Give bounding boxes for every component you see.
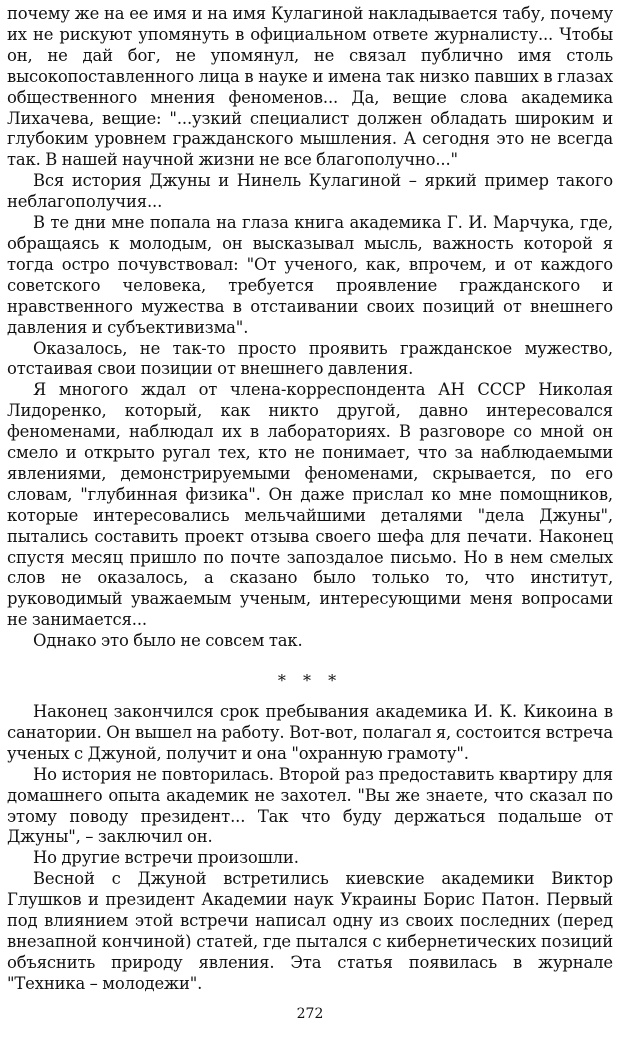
paragraph: Но история не повторилась. Второй раз предоставить квартиру для домашнего опыта академик не захотел. "Вы же знаете, что сказал по этому поводу президент... Так что буду держаться подальше от Джуны", – заключил он. [7,764,613,847]
text-section-1 [7,4,613,652]
text-section-2 [7,702,613,995]
section-separator: * * * [277,671,343,690]
paragraph: В те дни мне попала на глаза книга академика Г. И. Марчука, где, обращаясь к молодым, он высказывал мысль, важность которой я тогда остро почувствовал: "От ученого, как, впрочем, и от каждого советского человека, требуется проявление гражданского и нравственного мужества в отстаивании своих позиций от внешнего давления и субъективизма". [7,213,613,337]
page-number: 272 [296,1006,324,1022]
paragraph: Вся история Джуны и Нинель Кулагиной – яркий пример такого неблагополучия... [7,171,613,212]
paragraph: Я многого ждал от члена-корреспондента АН СССР Николая Лидоренко, который, как никто другой, давно интересовался феноменами, наблюдал их в лабораториях. В разговоре со мной он смело и открыто ругал тех, кто не понимает, что за наблюдаемыми явлениями, демонстрируемыми феноменами, скрывается, по его словам, "глубинная физика". Он даже прислал ко мне помощников, которые интересовались мельчайшими деталями "дела Джуны", пытались составить проект отзыва своего шефа для печати. Наконец спустя месяц пришло по почте запоздалое письмо. Но в нем смелых слов не оказалось, а сказано было только то, что институт, руководимый уважаемым ученым, интересующими меня вопросами не занимается... [7,380,613,630]
paragraph: Наконец закончился срок пребывания академика И. К. Кикоина в санатории. Он вышел на работу. Вот-вот, полагал я, состоится встреча ученых с Джуной, получит и она "охранную грамоту". [7,702,613,763]
paragraph: Но другие встречи произошли. [33,848,299,868]
paragraph: Однако это было не совсем так. [33,631,303,651]
paragraph: почему же на ее имя и на имя Кулагиной накладывается табу, почему их не рискуют упомянуть в официальном ответе журналисту... Чтобы он, не дай бог, не упомянул, не связал публично имя столь высокопоставленного лица в науке и имена так низко павших в глазах общественного мнения феноменов... Да, вещие слова академика Лихачева, вещие: "...узкий специалист должен обладать широким и глубоким уровнем гражданского мышления. А сегодня это не всегда так. В нашей научной жизни не все благополучно..." [7,4,613,170]
paragraph: Оказалось, не так-то просто проявить гражданское мужество, отстаивая свои позиции от внешнего давления. [7,338,613,379]
paragraph: Весной с Джуной встретились киевские академики Виктор Глушков и президент Академии наук Украины Борис Патон. Первый под влиянием этой встречи написал одну из своих последних (перед внезапной кончиной) статей, где пытался с кибернетических позиций объяснить природу явления. Эта статья появилась в журнале "Техника – молодежи". [7,869,613,993]
